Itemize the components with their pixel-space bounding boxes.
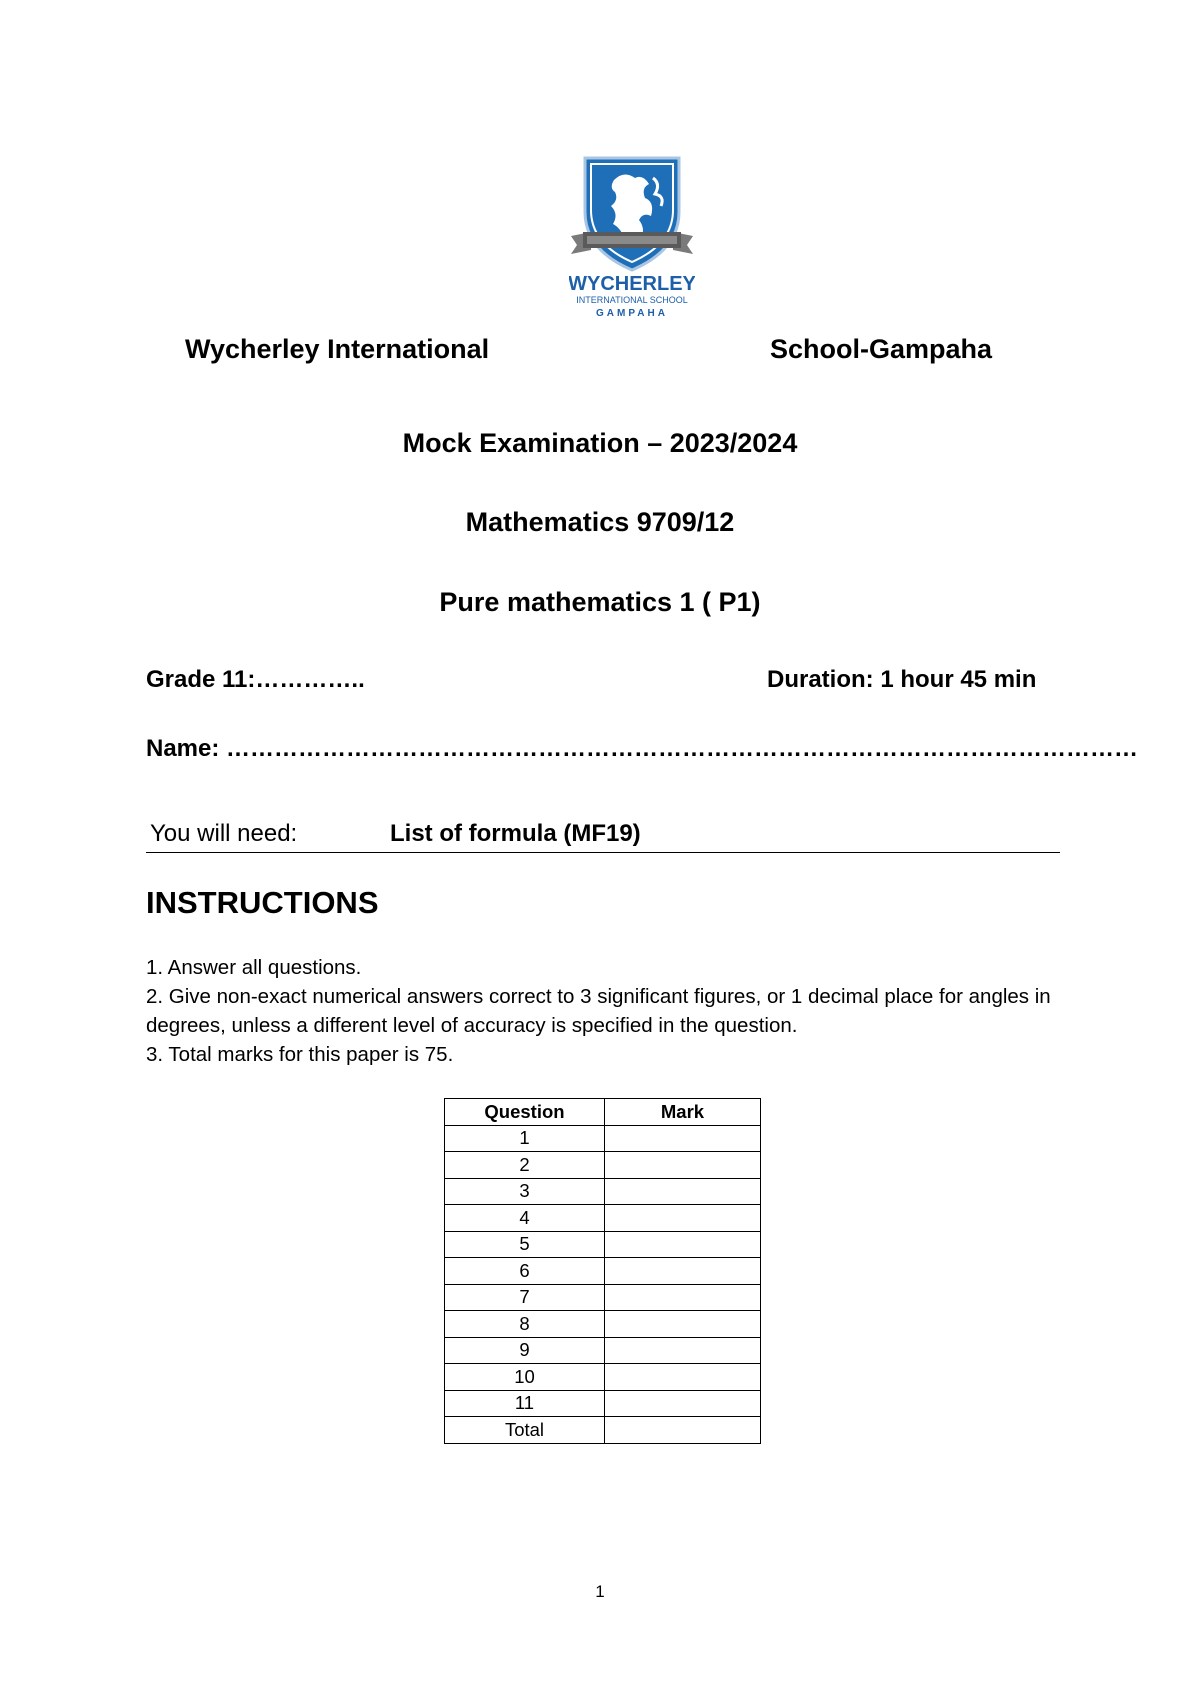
- logo-brand-text: WYCHERLEY: [569, 273, 695, 295]
- school-name-left: Wycherley International: [185, 334, 490, 364]
- school-crest-logo: [569, 150, 695, 320]
- total-label-cell: Total: [445, 1417, 605, 1444]
- question-number-cell: 11: [445, 1390, 605, 1417]
- table-row: [445, 1205, 761, 1232]
- table-row: [445, 1390, 761, 1417]
- grade-field: Grade 11:…………..: [146, 666, 365, 693]
- table-row: [445, 1231, 761, 1258]
- mark-cell: [605, 1231, 761, 1258]
- question-number-cell: 4: [445, 1205, 605, 1232]
- table-row: [445, 1152, 761, 1179]
- question-number-cell: 8: [445, 1311, 605, 1338]
- logo-subtitle-text: INTERNATIONAL SCHOOL: [576, 295, 688, 305]
- formula-list-requirement: List of formula (MF19): [390, 820, 641, 847]
- exam-title: Mock Examination – 2023/2024: [402, 428, 798, 458]
- question-number-cell: 2: [445, 1152, 605, 1179]
- mark-cell: [605, 1178, 761, 1205]
- total-mark-cell: [605, 1417, 761, 1444]
- instructions-heading: INSTRUCTIONS: [146, 885, 379, 920]
- table-row: [445, 1125, 761, 1152]
- table-row: [445, 1284, 761, 1311]
- you-will-need-label: You will need:: [150, 820, 298, 847]
- table-row: [445, 1311, 761, 1338]
- instruction-item: 1. Answer all questions.: [146, 956, 362, 979]
- paper-title: Pure mathematics 1 ( P1): [439, 587, 761, 617]
- logo-location-text: GAMPAHA: [596, 308, 668, 319]
- school-name-right: School-Gampaha: [770, 334, 993, 364]
- subject-title: Mathematics 9709/12: [465, 507, 735, 537]
- question-number-cell: 9: [445, 1337, 605, 1364]
- page-number: 1: [595, 1582, 605, 1601]
- mark-cell: [605, 1390, 761, 1417]
- divider-line: [146, 852, 1060, 853]
- question-number-cell: 3: [445, 1178, 605, 1205]
- question-number-cell: 7: [445, 1284, 605, 1311]
- mark-cell: [605, 1311, 761, 1338]
- question-number-cell: 1: [445, 1125, 605, 1152]
- question-number-cell: 5: [445, 1231, 605, 1258]
- table-row: [445, 1337, 761, 1364]
- table-header-row: [445, 1099, 761, 1126]
- mark-cell: [605, 1364, 761, 1391]
- mark-cell: [605, 1337, 761, 1364]
- name-field: Name: ……………………………………………………………………………………………………: [146, 735, 1139, 762]
- table-row-total: [445, 1417, 761, 1444]
- instruction-item: 3. Total marks for this paper is 75.: [146, 1043, 454, 1066]
- mark-column-header: Mark: [605, 1099, 761, 1126]
- mark-cell: [605, 1205, 761, 1232]
- table-row: [445, 1364, 761, 1391]
- table-row: [445, 1178, 761, 1205]
- mark-cell: [605, 1152, 761, 1179]
- question-number-cell: 10: [445, 1364, 605, 1391]
- duration-label: Duration: 1 hour 45 min: [767, 666, 1037, 693]
- mark-cell: [605, 1125, 761, 1152]
- question-column-header: Question: [445, 1099, 605, 1126]
- question-number-cell: 6: [445, 1258, 605, 1285]
- mark-cell: [605, 1284, 761, 1311]
- marks-table: [444, 1098, 761, 1444]
- instruction-item: 2. Give non-exact numerical answers correct to 3 significant figures, or 1 decimal place for angles in degrees, unless a different level of accuracy is specified in the question.: [146, 985, 1051, 1037]
- mark-cell: [605, 1258, 761, 1285]
- table-row: [445, 1258, 761, 1285]
